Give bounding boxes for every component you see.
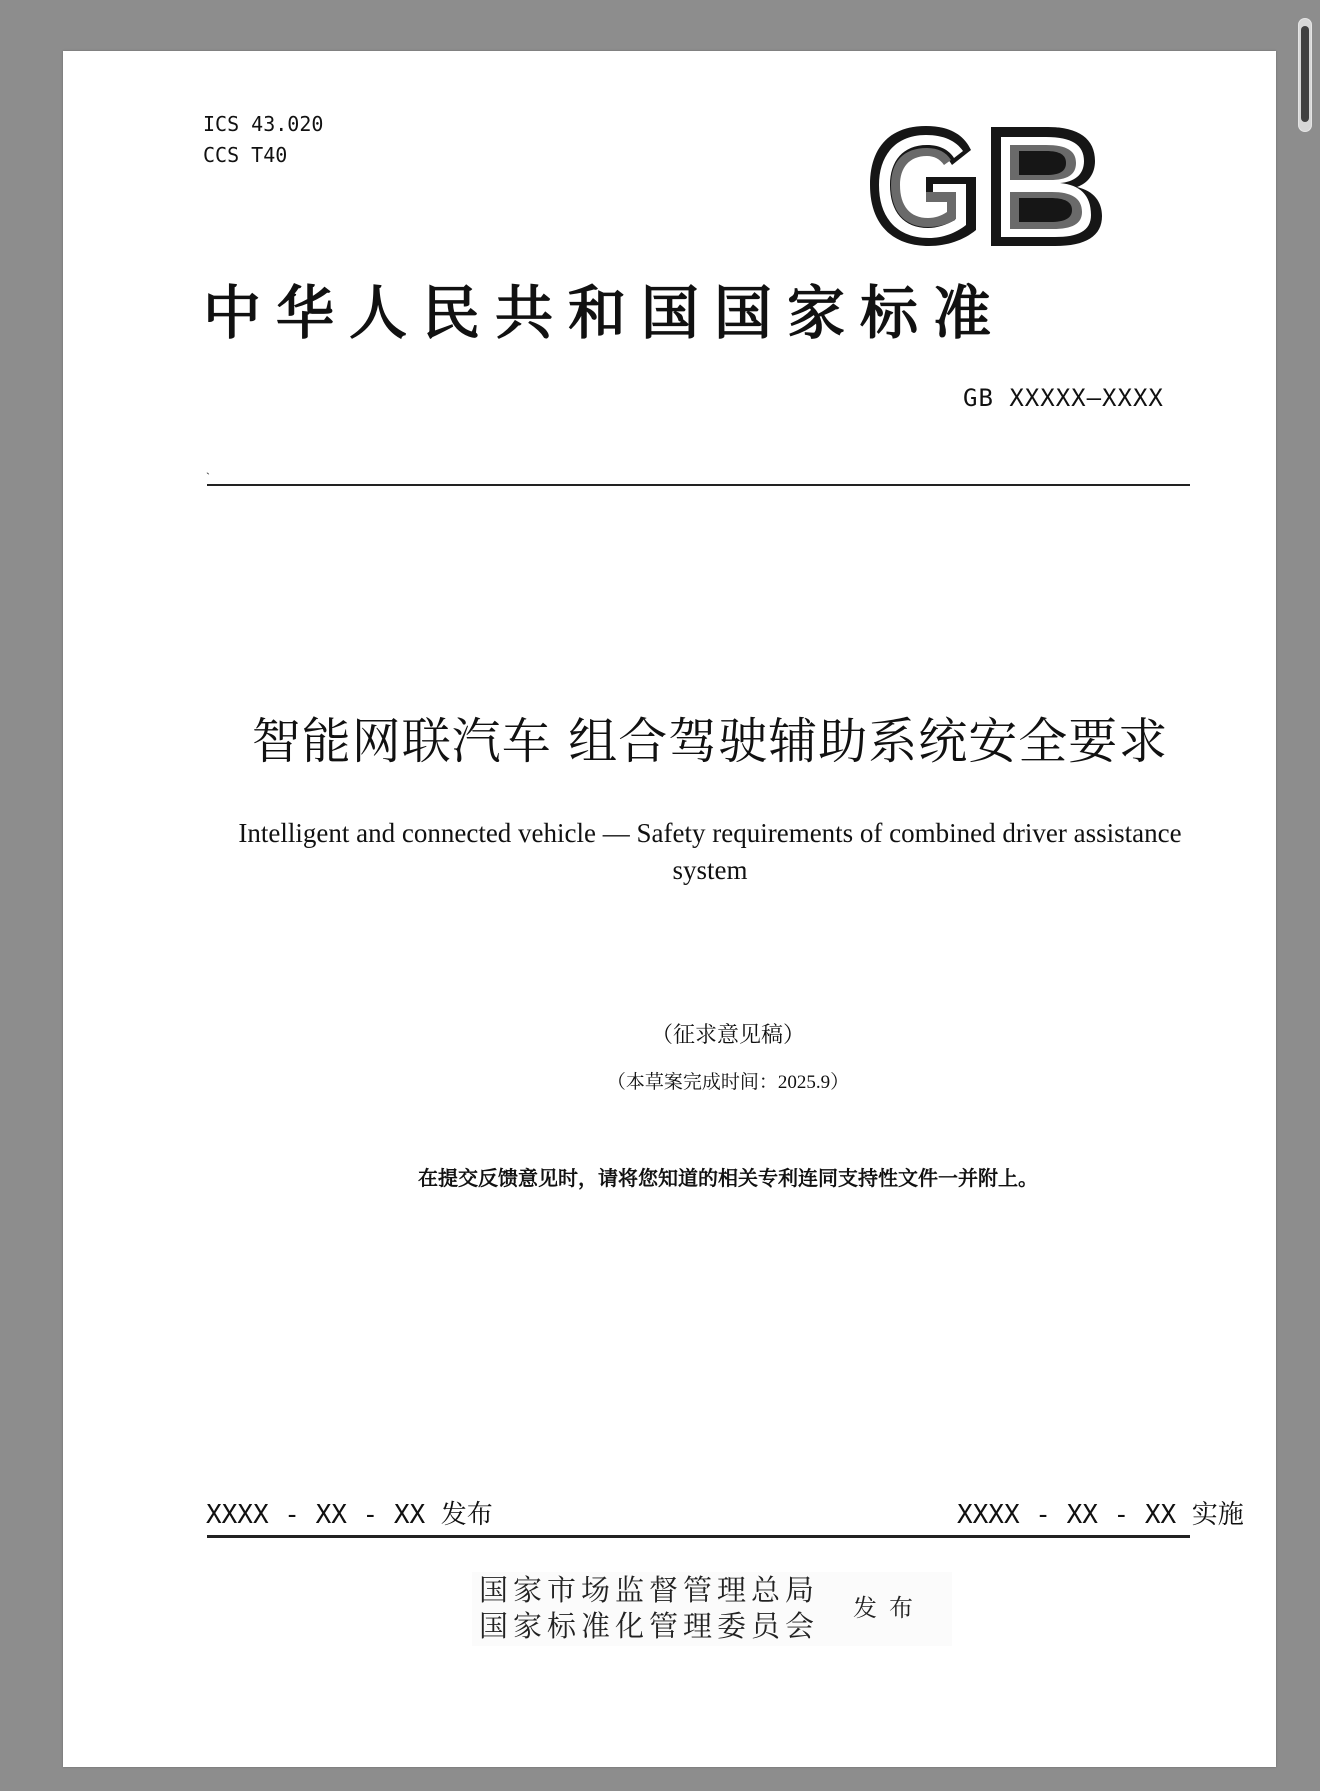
draft-label: （征求意见稿） <box>650 1022 805 1047</box>
issuer-line-2: 国家标准化管理委员会 <box>479 1609 820 1643</box>
issuer-action: 发布 <box>853 1594 925 1622</box>
gb-logo <box>865 123 1107 249</box>
english-document-title: Intelligent and connected vehicle — Safety requirements of combined driver assistance system <box>238 818 1182 885</box>
ccs-code: CCS T40 <box>203 143 288 167</box>
ics-code: ICS 43.020 <box>203 112 324 136</box>
document-page <box>63 51 1276 1767</box>
tick-mark: ` <box>206 470 210 484</box>
issuer-line-1: 国家市场监督管理总局 <box>479 1573 820 1607</box>
chinese-document-title: 智能网联汽车 组合驾驶辅助系统安全要求 <box>251 713 1169 770</box>
implementation-date: XXXX - XX - XX 实施 <box>957 1500 1244 1530</box>
vertical-scrollbar[interactable] <box>1298 18 1312 132</box>
bottom-rule <box>207 1535 1190 1538</box>
release-date: XXXX - XX - XX 发布 <box>206 1500 493 1530</box>
top-rule <box>207 484 1190 486</box>
national-standard-title: 中华人民共和国国家标准 <box>203 279 1007 347</box>
scrollbar-thumb[interactable] <box>1301 26 1309 122</box>
issuer-block <box>473 1573 951 1645</box>
completion-time: （本草案完成时间：2025.9） <box>606 1072 850 1093</box>
patent-note: 在提交反馈意见时，请将您知道的相关专利连同支持性文件一并附上。 <box>418 1168 1038 1190</box>
classification-codes <box>203 109 323 171</box>
standard-number: GB XXXXX—XXXX <box>963 384 1164 412</box>
